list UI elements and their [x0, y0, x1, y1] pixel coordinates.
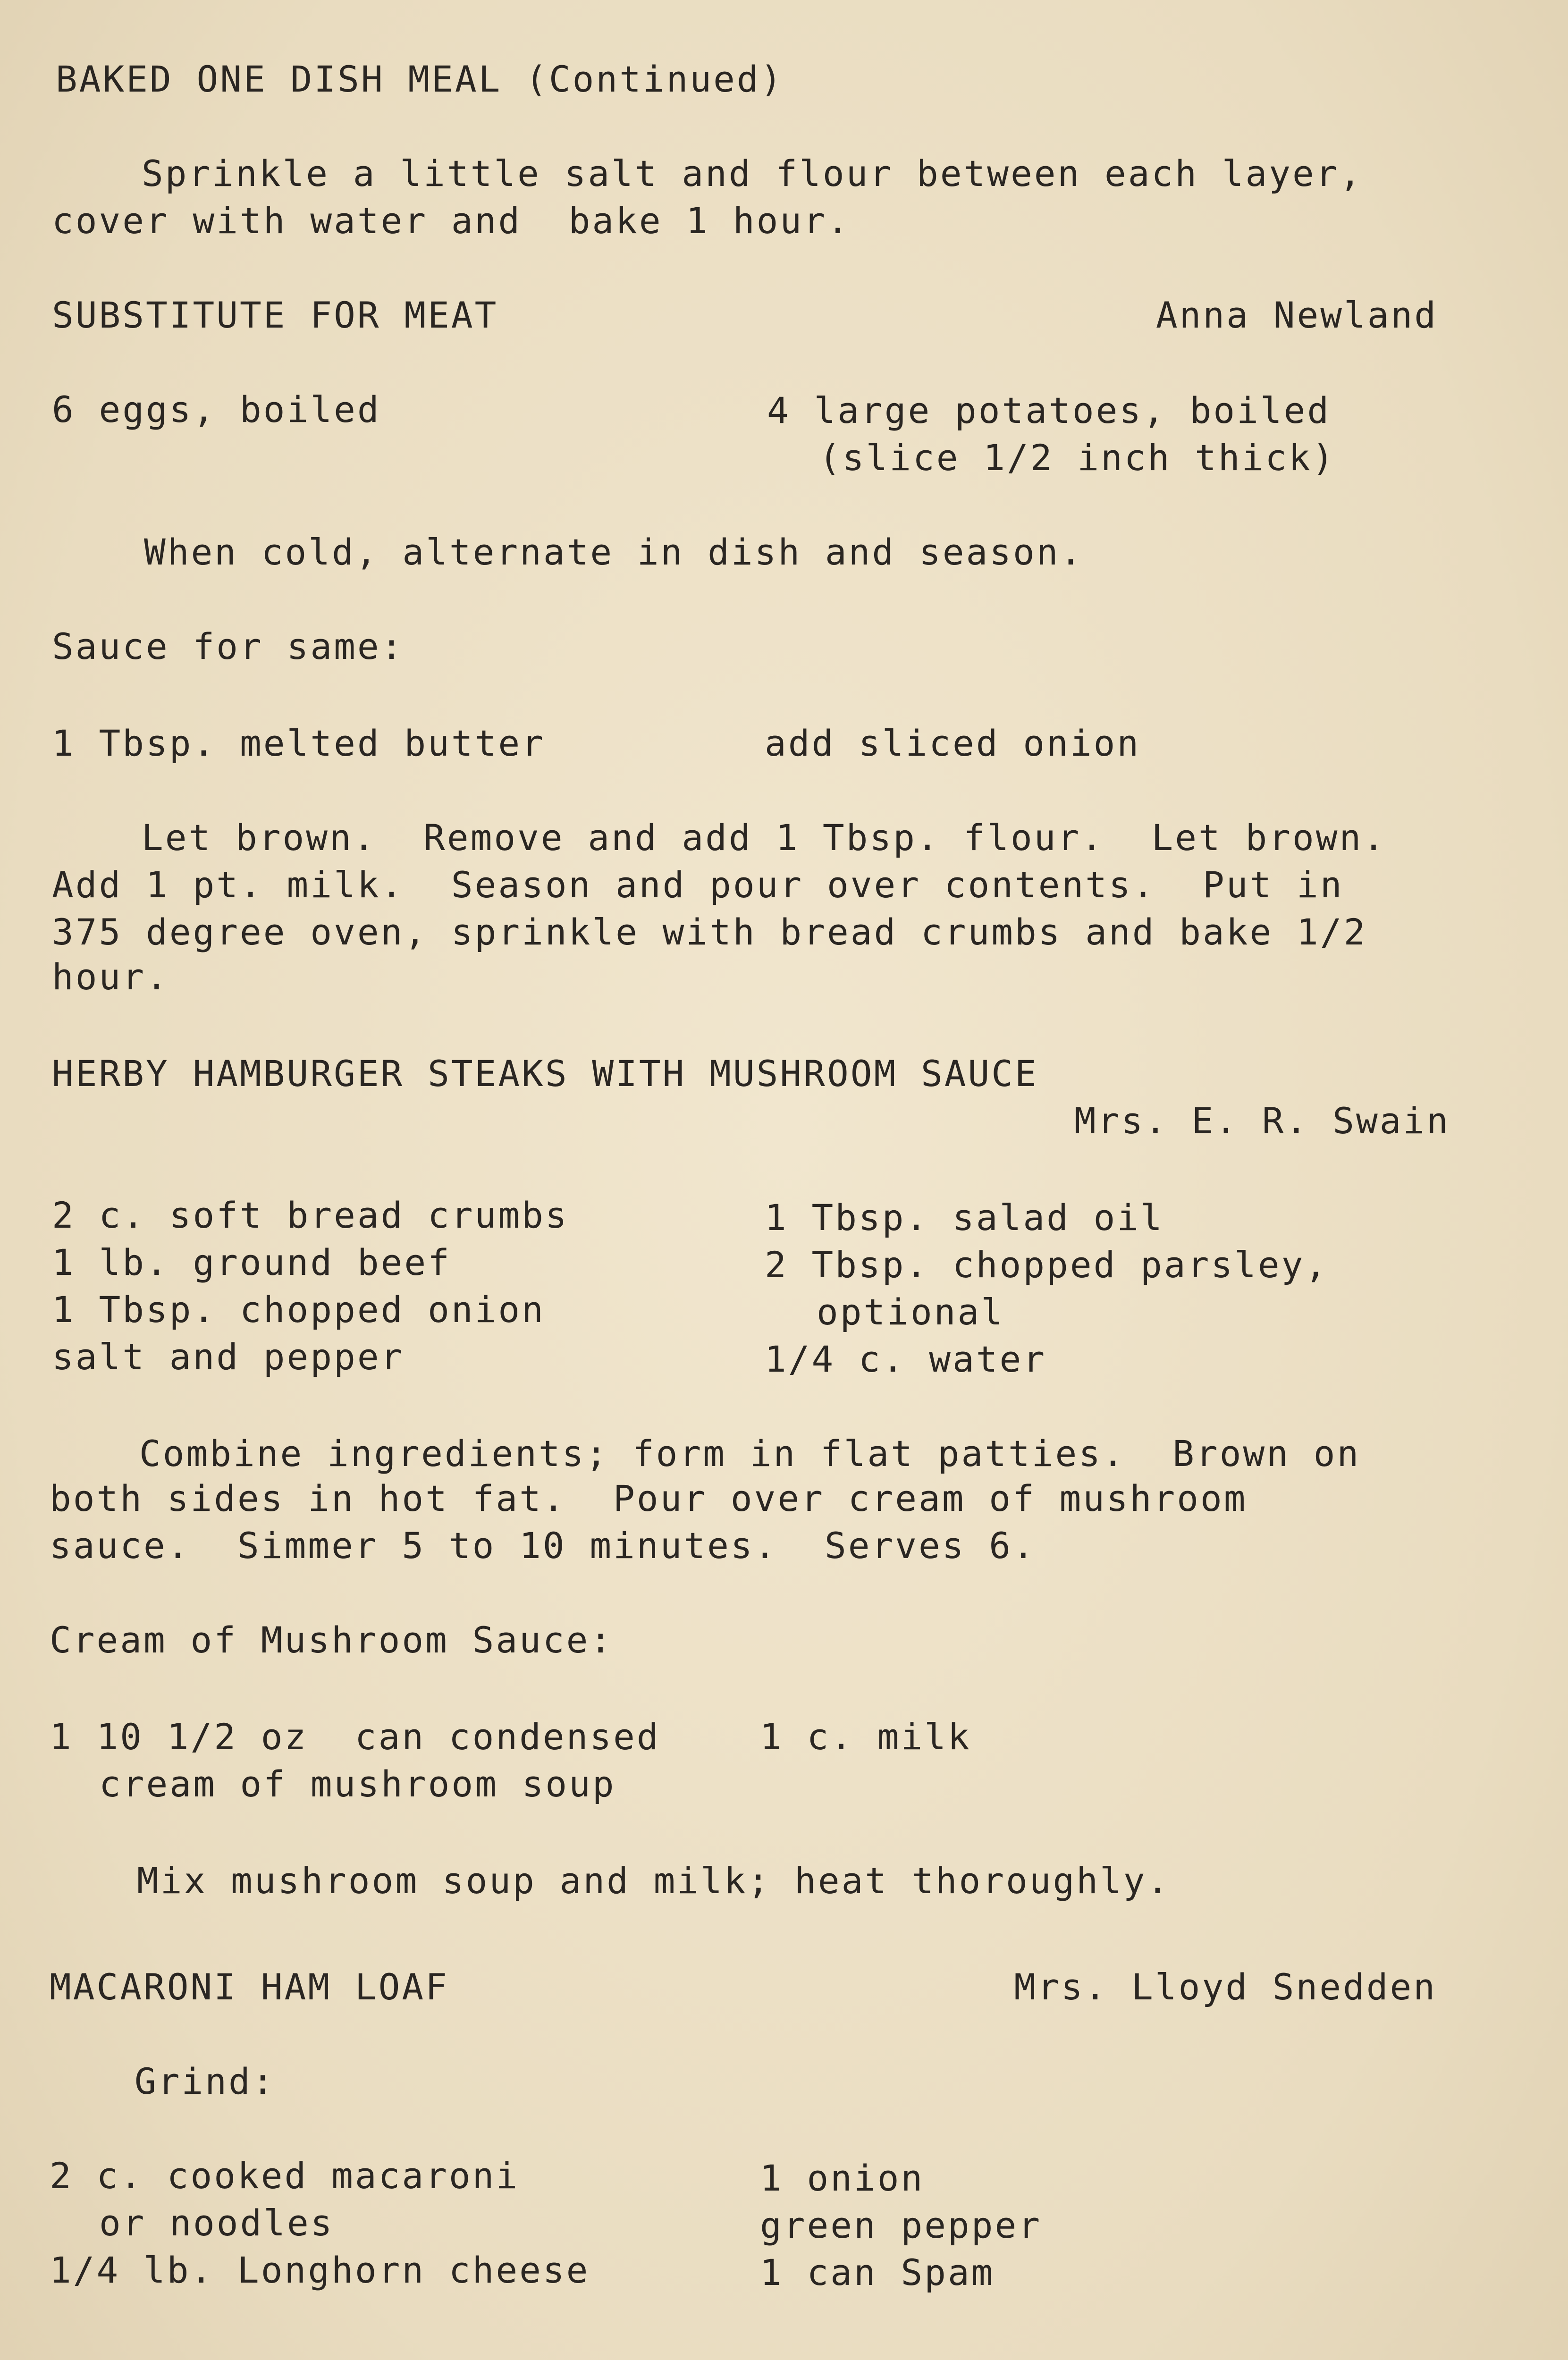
ingredient-left: 1/4 lb. Longhorn cheese	[50, 2249, 590, 2291]
recipe-author: Mrs. E. R. Swain	[1074, 1100, 1450, 1142]
ingredient-right: (slice 1/2 inch thick)	[819, 437, 1336, 479]
ingredient-right: 1/4 c. water	[765, 1338, 1047, 1380]
ingredient-right: add sliced onion	[765, 722, 1141, 764]
ingredient-right: green pepper	[760, 2204, 1042, 2246]
recipe-author: Anna Newland	[1155, 294, 1438, 336]
ingredient-left: 1 Tbsp. melted butter	[52, 722, 545, 764]
ingredient-left: 1 lb. ground beef	[52, 1241, 451, 1283]
ingredient-left: 1 10 1/2 oz can condensed	[50, 1716, 660, 1758]
ingredient-right: 1 can Spam	[760, 2251, 995, 2293]
recipe-text: cover with water and bake 1 hour.	[52, 200, 851, 242]
recipe-text: hour.	[52, 956, 169, 998]
recipe-text: Sprinkle a little salt and flour between each layer,	[142, 152, 1363, 194]
recipe-heading-continued: BAKED ONE DISH MEAL (Continued)	[56, 58, 784, 100]
ingredient-right: 1 c. milk	[760, 1716, 971, 1758]
recipe-title: MACARONI HAM LOAF	[50, 1966, 449, 2008]
ingredient-right: optional	[817, 1291, 1005, 1333]
ingredient-right: 1 Tbsp. salad oil	[765, 1197, 1164, 1239]
sauce-label: Sauce for same:	[52, 625, 405, 667]
ingredient-left: 2 c. cooked macaroni	[50, 2155, 520, 2197]
ingredient-left: 6 eggs, boiled	[52, 388, 381, 430]
recipe-text: Combine ingredients; form in flat patties. Brown on	[139, 1433, 1361, 1475]
ingredient-left: salt and pepper	[52, 1336, 405, 1378]
grind-label: Grind:	[135, 2060, 276, 2102]
ingredient-right: 4 large potatoes, boiled	[767, 389, 1331, 431]
ingredient-right: 2 Tbsp. chopped parsley,	[765, 1244, 1329, 1286]
recipe-title: HERBY HAMBURGER STEAKS WITH MUSHROOM SAUCE	[52, 1053, 1038, 1095]
ingredient-left: 1 Tbsp. chopped onion	[52, 1289, 545, 1331]
recipe-author: Mrs. Lloyd Snedden	[1014, 1966, 1437, 2008]
recipe-text: both sides in hot fat. Pour over cream of mushroom	[50, 1477, 1248, 1519]
ingredient-right: 1 onion	[760, 2157, 925, 2199]
ingredient-left: or noodles	[99, 2202, 334, 2244]
recipe-text: sauce. Simmer 5 to 10 minutes. Serves 6.	[50, 1525, 1036, 1567]
sauce-label: Cream of Mushroom Sauce:	[50, 1619, 614, 1661]
recipe-text: When cold, alternate in dish and season.	[144, 531, 1084, 573]
recipe-text: Mix mushroom soup and milk; heat thoroughly.	[137, 1860, 1171, 1902]
ingredient-left: 2 c. soft bread crumbs	[52, 1194, 569, 1236]
ingredient-left: cream of mushroom soup	[99, 1763, 616, 1805]
recipe-text: 375 degree oven, sprinkle with bread crumbs and bake 1/2	[52, 911, 1367, 953]
recipe-title: SUBSTITUTE FOR MEAT	[52, 294, 498, 336]
recipe-text: Let brown. Remove and add 1 Tbsp. flour. Let brown.	[142, 817, 1387, 859]
recipe-text: Add 1 pt. milk. Season and pour over contents. Put in	[52, 864, 1344, 906]
